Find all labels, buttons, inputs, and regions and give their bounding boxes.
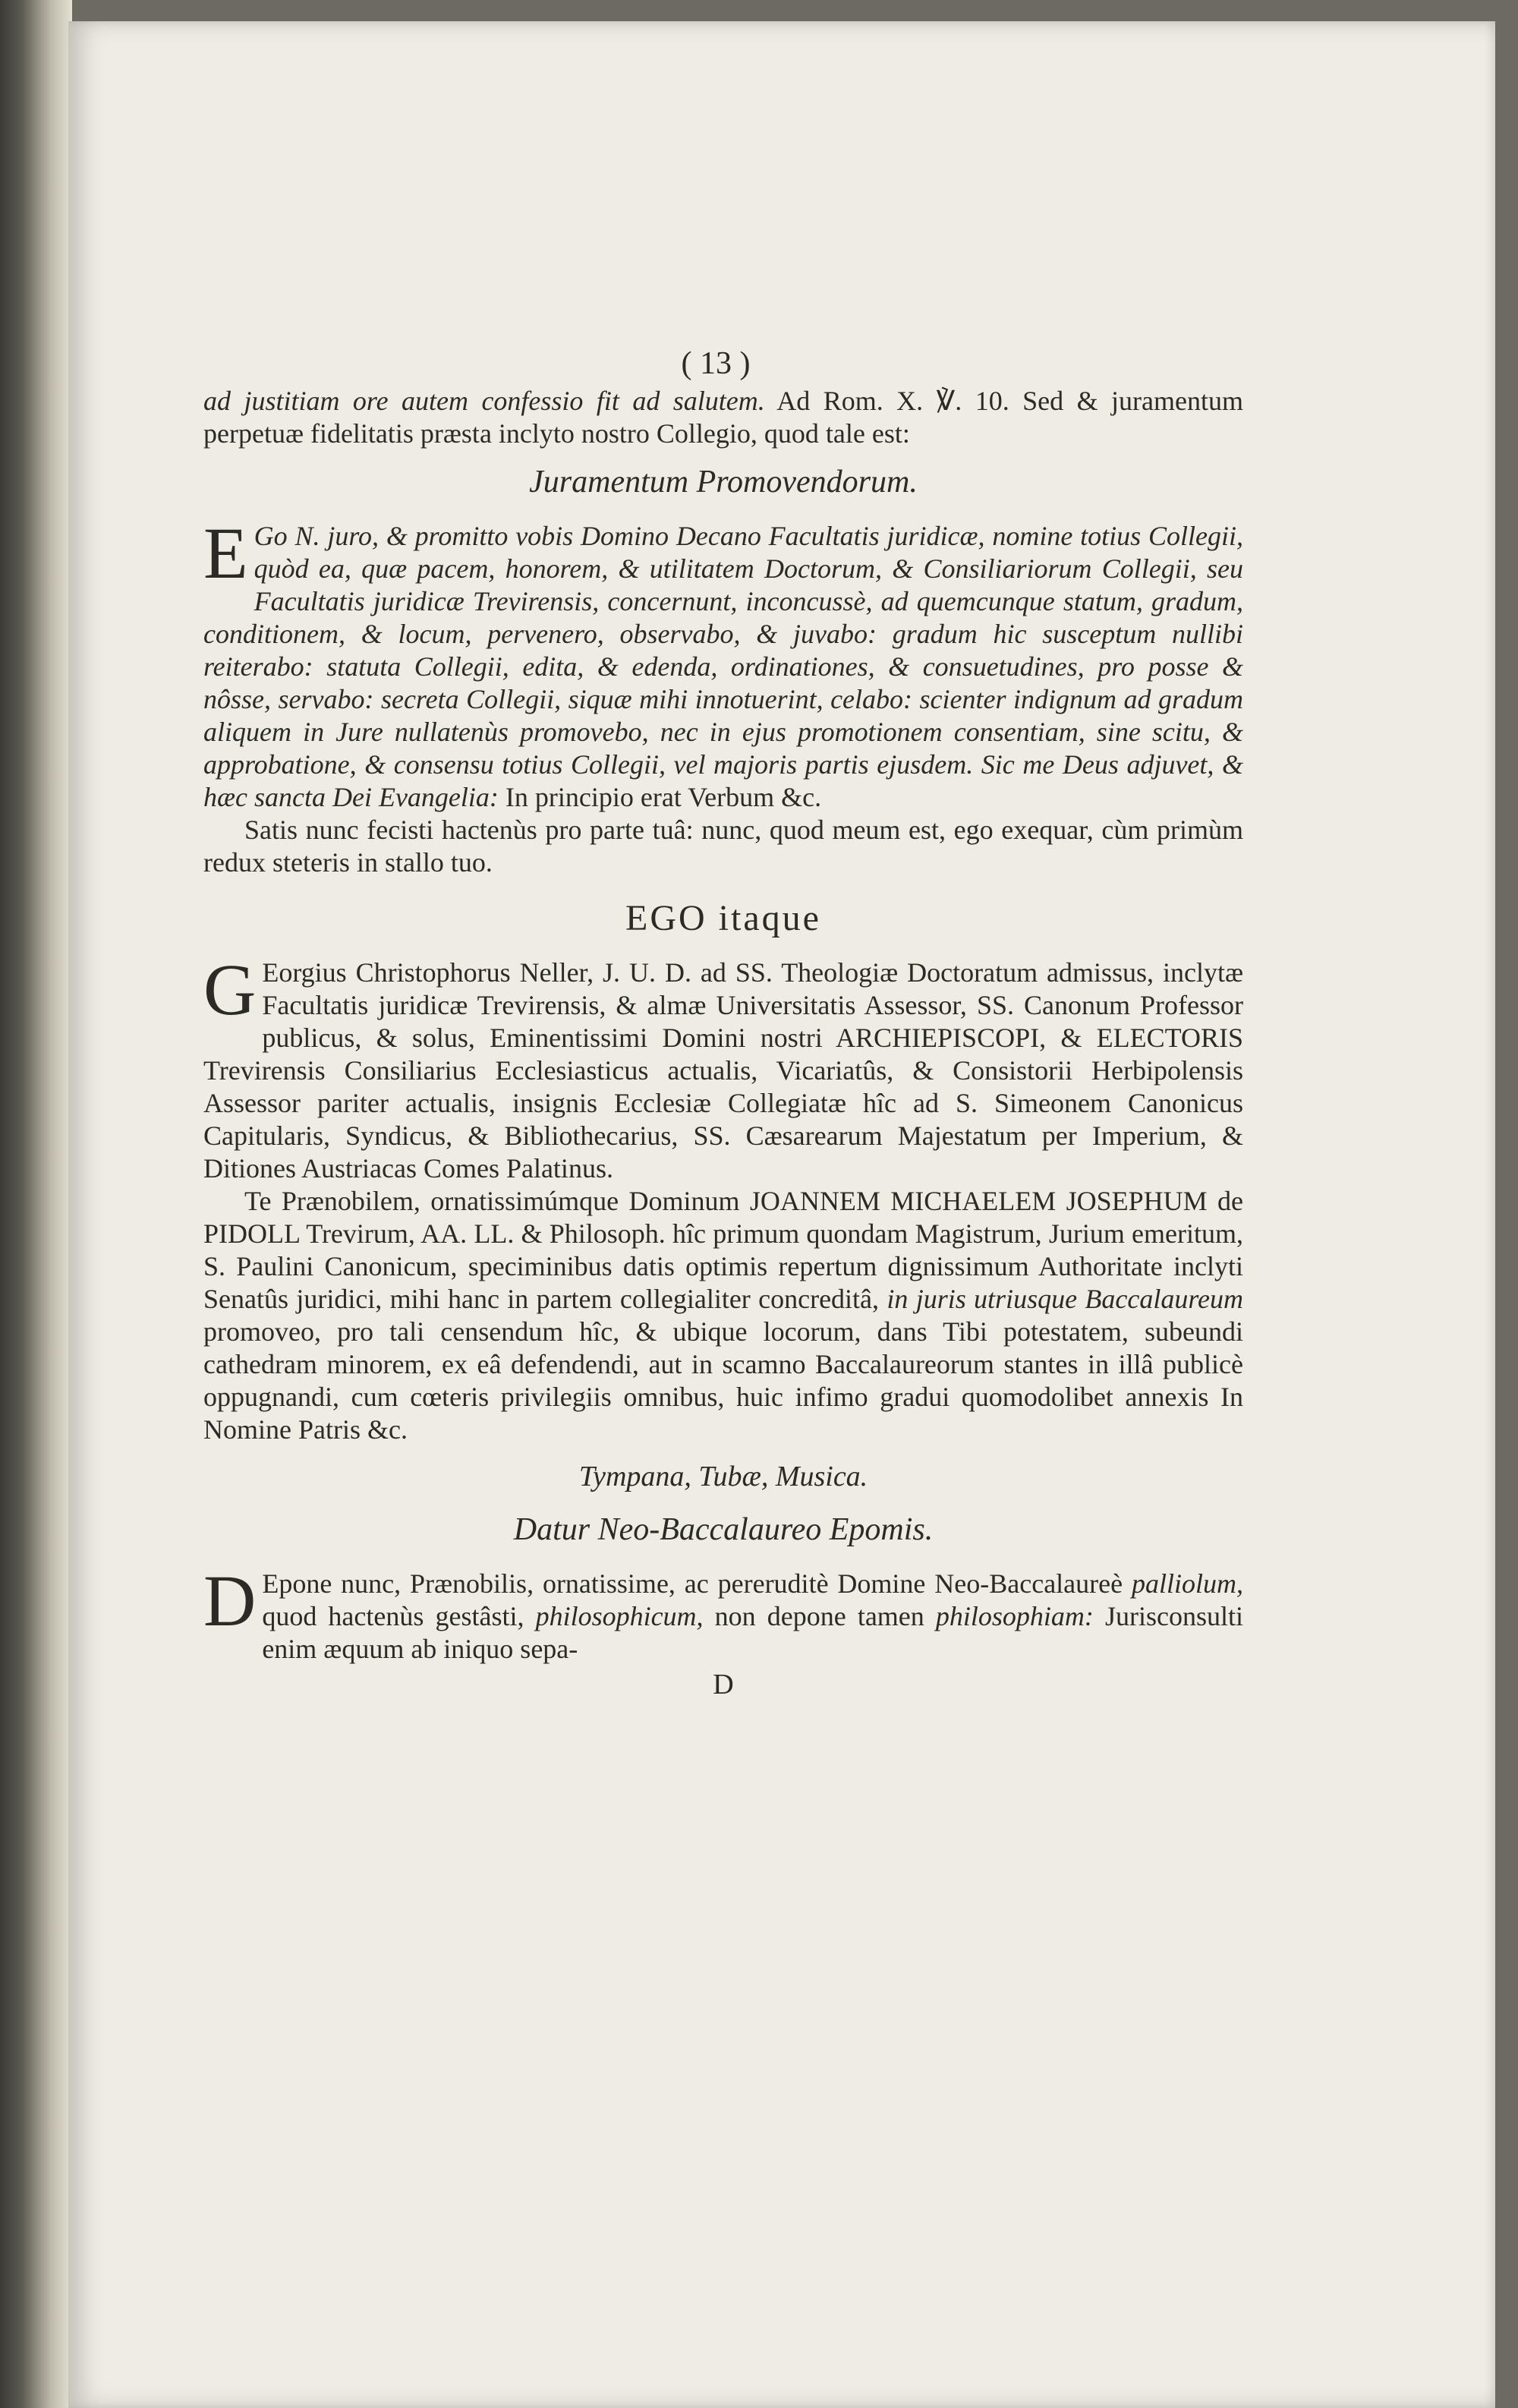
promotion-italic: in juris utriusque Baccalaureum [887, 1284, 1243, 1314]
depone-part3: quod hactenùs gestâsti, [262, 1601, 536, 1631]
depone-part5: non depone tamen [703, 1601, 936, 1631]
datur-heading: Datur Neo-Baccalaureo Epomis. [513, 1512, 934, 1547]
georgius-dropcap: G [203, 949, 257, 1030]
depone-part4: philosophicum, [535, 1601, 704, 1631]
book-gutter [0, 0, 72, 2408]
oath-dropcap: E [203, 512, 248, 594]
oath-paragraph [203, 512, 1243, 814]
oath-closing: In principio erat Verbum &c. [498, 782, 822, 812]
promotion-part1: Te Prænobilem, ornatissimúmque Dominum JOANNEM MICHAELEM JOSEPHUM de PIDOLL Trevirum, AA. LL. & Philosoph. hîc primum quondam Magistrum, Jurium emeritum, S. Paulini Canonicum, speciminibus datis optimis repertum dignissimum Authoritate inclyti Senatûs juridici, mihi hanc in partem collegialiter concreditâ, [203, 1186, 1243, 1314]
georgius-text: Eorgius Christophorus Neller, J. U. D. ad SS. Theologiæ Doctoratum admissus, inclytæ Facultatis juridicæ Trevirensis, & almæ Universitatis Assessor, SS. Canonum Professor publicus, & solus, Eminentissimi Domini nostri ARCHIEPISCOPI, & ELECTORIS Trevirensis Consiliarius Ecclesiasticus actualis, Vicariatûs, & Consistorii Herbipolensis Assessor pariter actualis, insignis Ecclesiæ Collegiatæ hîc ad S. Simeonem Canonicus Capitularis, Syndicus, & Bibliothecarius, SS. Cæsarearum Majestatum per Imperium, & Ditiones Austriacas Comes Palatinus. [203, 957, 1243, 1184]
oath-text: Go N. juro, & promitto vobis Domino Decano Facultatis juridicæ, nomine totius Collegii, quòd ea, quæ pacem, honorem, & utilitatem Doctorum, & Consiliariorum Collegii, seu Facultatis juridicæ Trevirensis, concernunt, inconcussè, ad quemcunque statum, gradum, conditionem, & locum, pervenero, observabo, & juvabo: gradum hic susceptum nullibi reiterabo: statuta Collegii, edita, & edenda, ordinationes, & consuetudines, pro posse & nôsse, servabo: secreta Collegii, siquæ mihi innotuerint, celabo: scienter indignum ad gradum aliquem in Jure nullatenùs promovebo, nec in ejus promotionem consentiam, sine scitu, & approbatione, & consensu totius Collegii, vel majoris partis ejusdem. Sic me Deus adjuvet, & hæc sancta Dei Evangelia: [203, 521, 1243, 812]
depone-dropcap: D [203, 1560, 257, 1641]
intro-italic: ad justitiam ore autem confessio fit ad salutem. [203, 386, 765, 416]
intro-rest: Ad Rom. X. ℣. 10. Sed & juramentum perpetuæ fidelitatis præsta inclyto nostro Collegio, quod tale est: [203, 386, 1244, 449]
depone-paragraph [203, 1560, 1243, 1666]
ego-heading: EGO itaque [625, 898, 821, 938]
depone-part6: philosophiam: [935, 1601, 1094, 1631]
georgius-paragraph [203, 949, 1243, 1185]
promotion-part3: promoveo, pro tali censendum hîc, & ubique locorum, dans Tibi potestatem, subeundi cathedram minorem, ex eâ defendendi, aut in scamno Baccalaureorum stantes in illâ publicè oppugnandi, cum cœteris privilegiis omnibus, huic infimo gradui quomodolibet annexis In Nomine Patris &c. [203, 1316, 1243, 1445]
oath-heading: Juramentum Promovendorum. [529, 465, 918, 500]
depone-part2: palliolum, [1131, 1568, 1243, 1599]
signature-mark: D [713, 1669, 734, 1700]
depone-part7: Jurisconsulti enim æquum ab iniquo sepa- [262, 1601, 1243, 1664]
depone-part1: Epone nunc, Prænobilis, ornatissime, ac pereruditè Domine Neo-Baccalaureè [262, 1568, 1132, 1599]
satis-paragraph: Satis nunc fecisti hactenùs pro parte tuâ: nunc, quod meum est, ego exequar, cùm primùm redux steteris in stallo tuo. [203, 815, 1243, 878]
intro-paragraph [203, 385, 1243, 450]
music-line: Tympana, Tubæ, Musica. [578, 1461, 868, 1492]
page-text-block [203, 348, 1243, 1701]
page-number: ( 13 ) [681, 346, 751, 381]
book-page [68, 21, 1495, 2408]
promotion-paragraph [203, 1185, 1243, 1446]
